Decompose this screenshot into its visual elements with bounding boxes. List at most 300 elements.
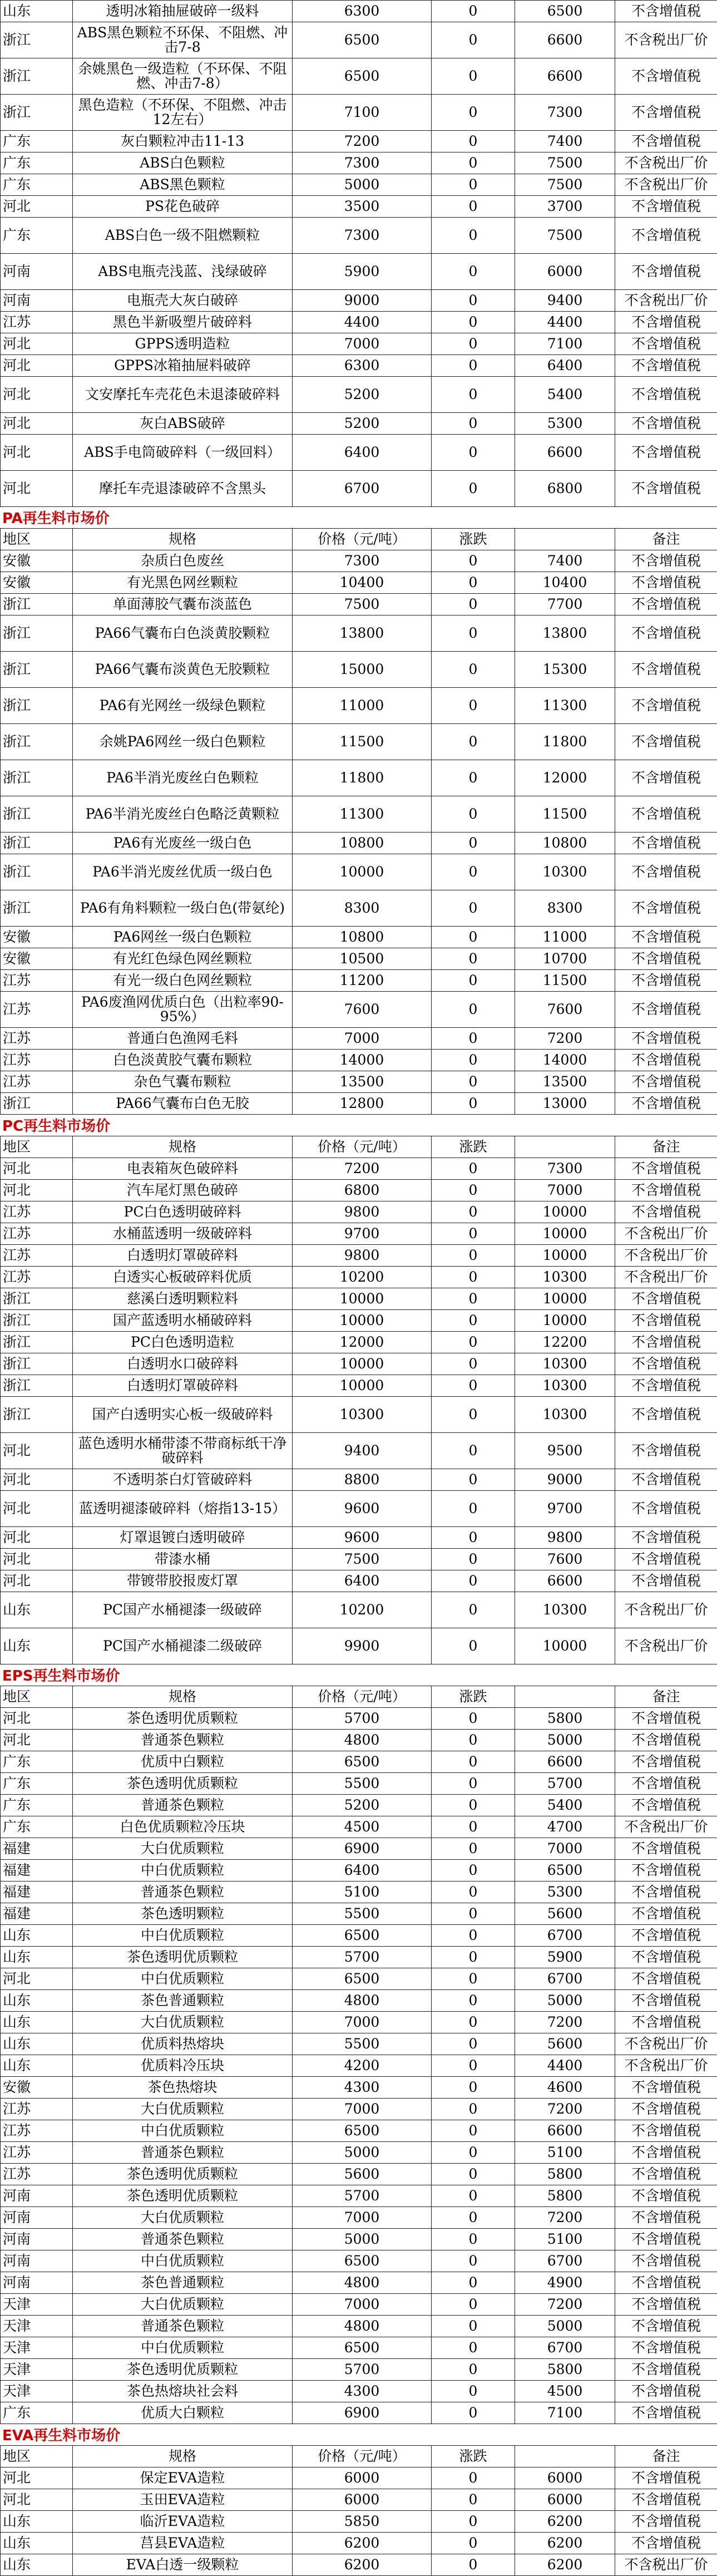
region-cell: 江苏 — [1, 312, 73, 333]
change-cell: 0 — [432, 833, 515, 854]
table-row — [1, 2511, 717, 2533]
note-cell: 不含增值税 — [615, 992, 717, 1028]
quote-cell: 5300 — [515, 1881, 615, 1903]
change-cell: 0 — [432, 413, 515, 435]
table-row — [1, 688, 717, 724]
quote-cell: 9700 — [515, 1491, 615, 1527]
note-cell: 不含增值税 — [615, 1730, 717, 1751]
quote-cell: 7200 — [515, 2012, 615, 2033]
spec-cell: 不透明茶白灯管破碎料 — [73, 1469, 293, 1491]
note-cell: 不含增值税 — [615, 2467, 717, 2489]
spec-cell: 茶色普通颗粒 — [73, 2272, 293, 2294]
note-cell: 不含增值税 — [615, 652, 717, 688]
section-title: EVA再生料市场价 — [0, 2424, 717, 2445]
region-cell: 浙江 — [1, 95, 73, 131]
spec-cell: 茶色透明优质颗粒 — [73, 1773, 293, 1795]
quote-cell: 11500 — [515, 970, 615, 992]
change-cell: 0 — [432, 1158, 515, 1180]
note-cell: 不含增值税 — [615, 1925, 717, 1947]
note-cell: 不含增值税 — [615, 58, 717, 95]
price-cell: 7300 — [293, 550, 432, 572]
note-cell: 不含增值税 — [615, 471, 717, 507]
price-cell: 5200 — [293, 413, 432, 435]
price-cell: 4400 — [293, 312, 432, 333]
quote-cell: 7200 — [515, 2207, 615, 2229]
price-cell: 13800 — [293, 615, 432, 652]
region-cell: 天津 — [1, 2359, 73, 2381]
price-cell: 15000 — [293, 652, 432, 688]
region-cell: 浙江 — [1, 1353, 73, 1375]
price-cell: 5500 — [293, 1773, 432, 1795]
price-cell: 3500 — [293, 196, 432, 218]
change-cell: 0 — [432, 854, 515, 890]
table-row — [1, 2055, 717, 2077]
table-row — [1, 1838, 717, 1860]
quote-cell: 5300 — [515, 413, 615, 435]
spec-cell: 普通茶色颗粒 — [73, 2229, 293, 2250]
change-cell: 0 — [432, 1332, 515, 1353]
change-cell: 0 — [432, 377, 515, 413]
quote-cell: 5400 — [515, 377, 615, 413]
change-cell: 0 — [432, 1353, 515, 1375]
region-cell: 江苏 — [1, 1223, 73, 1245]
price-cell: 10500 — [293, 948, 432, 970]
price-cell: 7300 — [293, 152, 432, 174]
table-row — [1, 1469, 717, 1491]
note-cell: 不含增值税 — [615, 196, 717, 218]
note-cell: 不含税出厂价 — [615, 1592, 717, 1628]
price-cell: 9700 — [293, 1223, 432, 1245]
change-cell: 0 — [432, 1773, 515, 1795]
header-note-cell: 备注 — [615, 529, 717, 550]
table-row — [1, 1968, 717, 1990]
note-cell: 不含增值税 — [615, 572, 717, 594]
region-cell: 浙江 — [1, 1093, 73, 1115]
change-cell: 0 — [432, 1751, 515, 1773]
note-cell: 不含增值税 — [615, 2012, 717, 2033]
price-cell: 5000 — [293, 2229, 432, 2250]
region-cell: 安徽 — [1, 2077, 73, 2099]
quote-cell: 12200 — [515, 1332, 615, 1353]
region-cell: 浙江 — [1, 58, 73, 95]
table-row — [1, 854, 717, 890]
price-cell: 7000 — [293, 2294, 432, 2316]
quote-cell: 7500 — [515, 152, 615, 174]
header-price-cell: 价格（元/吨） — [293, 2446, 432, 2467]
region-cell: 山东 — [1, 2033, 73, 2055]
price-cell: 9800 — [293, 1201, 432, 1223]
change-cell: 0 — [432, 1990, 515, 2012]
table-row — [1, 333, 717, 355]
region-cell: 江苏 — [1, 1201, 73, 1223]
change-cell: 0 — [432, 196, 515, 218]
spec-cell: 慈溪白透明颗粒料 — [73, 1288, 293, 1310]
spec-cell: GPPS冰箱抽屉料破碎 — [73, 355, 293, 377]
table-row — [1, 1990, 717, 2012]
spec-cell: ABS黑色颗粒不环保、不阻燃、冲击7-8 — [73, 22, 293, 58]
table-row — [1, 95, 717, 131]
note-cell: 不含增值税 — [615, 2533, 717, 2554]
table-row — [1, 1592, 717, 1628]
region-cell: 江苏 — [1, 970, 73, 992]
note-cell: 不含增值税 — [615, 131, 717, 152]
change-cell: 0 — [432, 1708, 515, 1730]
note-cell: 不含税出厂价 — [615, 1245, 717, 1267]
table-row — [1, 2337, 717, 2359]
change-cell: 0 — [432, 1592, 515, 1628]
quote-cell: 5600 — [515, 2033, 615, 2055]
note-cell: 不含增值税 — [615, 2142, 717, 2164]
spec-cell: ABS电瓶壳浅蓝、浅绿破碎 — [73, 254, 293, 290]
region-cell: 江苏 — [1, 2164, 73, 2185]
spec-cell: 普通茶色颗粒 — [73, 1881, 293, 1903]
header-note-cell: 备注 — [615, 1136, 717, 1158]
quote-cell: 10000 — [515, 1288, 615, 1310]
header-change-cell: 涨跌 — [432, 529, 515, 550]
change-cell: 0 — [432, 1201, 515, 1223]
region-cell: 浙江 — [1, 890, 73, 927]
note-cell: 不含税出厂价 — [615, 22, 717, 58]
price-cell: 6500 — [293, 2250, 432, 2272]
spec-cell: 有光黑色网丝颗粒 — [73, 572, 293, 594]
price-cell: 4800 — [293, 2316, 432, 2337]
quote-cell: 5000 — [515, 2316, 615, 2337]
note-cell: 不含增值税 — [615, 594, 717, 615]
table-row — [1, 572, 717, 594]
table-row — [1, 1, 717, 22]
note-cell: 不含增值税 — [615, 760, 717, 796]
change-cell: 0 — [432, 2229, 515, 2250]
spec-cell: 茶色透明颗粒 — [73, 1903, 293, 1925]
change-cell: 0 — [432, 1267, 515, 1288]
table-row — [1, 2294, 717, 2316]
spec-cell: 灯罩退镀白透明破碎 — [73, 1527, 293, 1549]
region-cell: 河北 — [1, 1469, 73, 1491]
quote-cell: 7200 — [515, 1028, 615, 1050]
region-cell: 河北 — [1, 471, 73, 507]
note-cell: 不含增值税 — [615, 1, 717, 22]
note-cell: 不含增值税 — [615, 890, 717, 927]
price-cell: 7000 — [293, 2012, 432, 2033]
change-cell: 0 — [432, 95, 515, 131]
quote-cell: 5800 — [515, 1708, 615, 1730]
table-row — [1, 1223, 717, 1245]
note-cell: 不含增值税 — [615, 2099, 717, 2120]
region-cell: 山东 — [1, 2055, 73, 2077]
table-row — [1, 2533, 717, 2554]
quote-cell: 7200 — [515, 2294, 615, 2316]
note-cell: 不含增值税 — [615, 1881, 717, 1903]
spec-cell: 带镀带胶报废灯罩 — [73, 1570, 293, 1592]
quote-cell: 9400 — [515, 290, 615, 312]
spec-cell: 摩托车壳退漆破碎不含黑头 — [73, 471, 293, 507]
price-cell: 11200 — [293, 970, 432, 992]
note-cell: 不含增值税 — [615, 1549, 717, 1570]
table-row — [1, 1795, 717, 1816]
region-cell: 天津 — [1, 2337, 73, 2359]
note-cell: 不含增值税 — [615, 927, 717, 948]
quote-cell: 8300 — [515, 890, 615, 927]
region-cell: 山东 — [1, 1925, 73, 1947]
price-cell: 4300 — [293, 2381, 432, 2402]
spec-cell: PA6有角料颗粒一级白色(带氨纶) — [73, 890, 293, 927]
change-cell: 0 — [432, 1433, 515, 1469]
note-cell: 不含税出厂价 — [615, 174, 717, 196]
region-cell: 安徽 — [1, 948, 73, 970]
change-cell: 0 — [432, 218, 515, 254]
table-row — [1, 1773, 717, 1795]
spec-cell: PC国产水桶褪漆二级破碎 — [73, 1628, 293, 1664]
change-cell: 0 — [432, 131, 515, 152]
region-cell: 浙江 — [1, 833, 73, 854]
table-row — [1, 1310, 717, 1332]
quote-cell: 6600 — [515, 1751, 615, 1773]
note-cell: 不含增值税 — [615, 2185, 717, 2207]
change-cell: 0 — [432, 1071, 515, 1093]
spec-cell: 茶色普通颗粒 — [73, 1990, 293, 2012]
change-cell: 0 — [432, 312, 515, 333]
spec-cell: PA6有光废丝一级白色 — [73, 833, 293, 854]
region-cell: 河南 — [1, 2185, 73, 2207]
price-cell: 9600 — [293, 1527, 432, 1549]
table-row — [1, 1158, 717, 1180]
region-cell: 浙江 — [1, 1375, 73, 1397]
spec-cell: 蓝色透明水桶带漆不带商标纸干净破碎料 — [73, 1433, 293, 1469]
note-cell: 不含增值税 — [615, 2272, 717, 2294]
region-cell: 浙江 — [1, 1397, 73, 1433]
quote-cell: 6000 — [515, 2467, 615, 2489]
price-cell: 9900 — [293, 1628, 432, 1664]
spec-cell: PA66气囊布白色无胶 — [73, 1093, 293, 1115]
quote-cell: 4400 — [515, 2055, 615, 2077]
quote-cell: 15300 — [515, 652, 615, 688]
quote-cell: 10300 — [515, 1353, 615, 1375]
price-cell: 5600 — [293, 2164, 432, 2185]
note-cell: 不含增值税 — [615, 2164, 717, 2185]
price-cell: 5000 — [293, 2142, 432, 2164]
spec-cell: 有光一级白色网丝颗粒 — [73, 970, 293, 992]
note-cell: 不含税出厂价 — [615, 1628, 717, 1664]
spec-cell: 大白优质颗粒 — [73, 2099, 293, 2120]
note-cell: 不含税出厂价 — [615, 2554, 717, 2576]
table-row — [1, 1628, 717, 1664]
table-header-row — [1, 2446, 717, 2467]
price-cell: 6500 — [293, 1751, 432, 1773]
header-price-cell: 价格（元/吨） — [293, 1686, 432, 1708]
spec-cell: ABS白色颗粒 — [73, 152, 293, 174]
section-title: PA再生料市场价 — [0, 507, 717, 528]
spec-cell: 茶色透明优质颗粒 — [73, 1947, 293, 1968]
price-cell: 5700 — [293, 1708, 432, 1730]
region-cell: 广东 — [1, 1773, 73, 1795]
spec-cell: PA6半消光废丝白色略泛黄颗粒 — [73, 796, 293, 833]
quote-cell: 10300 — [515, 854, 615, 890]
note-cell: 不含增值税 — [615, 1397, 717, 1433]
note-cell: 不含增值税 — [615, 1527, 717, 1549]
quote-cell: 14000 — [515, 1050, 615, 1071]
spec-cell: 优质料冷压块 — [73, 2055, 293, 2077]
region-cell: 河北 — [1, 1570, 73, 1592]
price-cell: 10000 — [293, 1353, 432, 1375]
header-spec-cell: 规格 — [73, 529, 293, 550]
quote-cell: 5900 — [515, 1947, 615, 1968]
note-cell: 不含增值税 — [615, 615, 717, 652]
table-row — [1, 927, 717, 948]
table-row — [1, 58, 717, 95]
region-cell: 江苏 — [1, 1267, 73, 1288]
region-cell: 浙江 — [1, 760, 73, 796]
table-row — [1, 1180, 717, 1201]
quote-cell: 11000 — [515, 927, 615, 948]
spec-cell: PA6有光网丝一级绿色颗粒 — [73, 688, 293, 724]
region-cell: 广东 — [1, 1795, 73, 1816]
quote-cell: 6700 — [515, 1925, 615, 1947]
note-cell: 不含增值税 — [615, 1158, 717, 1180]
price-cell: 7000 — [293, 2099, 432, 2120]
table-row — [1, 1925, 717, 1947]
note-cell: 不含增值税 — [615, 854, 717, 890]
note-cell: 不含税出厂价 — [615, 152, 717, 174]
region-cell: 山东 — [1, 1990, 73, 2012]
table-row — [1, 2142, 717, 2164]
change-cell: 0 — [432, 2272, 515, 2294]
region-cell: 山东 — [1, 1, 73, 22]
quote-cell: 3700 — [515, 196, 615, 218]
spec-cell: 余姚PA6网丝一级白色颗粒 — [73, 724, 293, 760]
table-row — [1, 312, 717, 333]
spec-cell: 黑色半新吸塑片破碎料 — [73, 312, 293, 333]
region-cell: 安徽 — [1, 927, 73, 948]
price-cell: 7200 — [293, 1158, 432, 1180]
change-cell: 0 — [432, 1469, 515, 1491]
quote-cell: 4700 — [515, 1816, 615, 1838]
quote-cell: 5600 — [515, 1903, 615, 1925]
region-cell: 江苏 — [1, 2120, 73, 2142]
quote-cell: 6400 — [515, 355, 615, 377]
spec-cell: 大白优质颗粒 — [73, 2294, 293, 2316]
price-cell: 6400 — [293, 1570, 432, 1592]
region-cell: 福建 — [1, 1903, 73, 1925]
quote-cell: 7300 — [515, 1158, 615, 1180]
header-quote-cell — [515, 529, 615, 550]
header-spec-cell: 规格 — [73, 2446, 293, 2467]
region-cell: 广东 — [1, 131, 73, 152]
change-cell: 0 — [432, 2402, 515, 2424]
quote-cell: 7500 — [515, 218, 615, 254]
price-cell: 12000 — [293, 1332, 432, 1353]
change-cell: 0 — [432, 2164, 515, 2185]
quote-cell: 10300 — [515, 1397, 615, 1433]
region-cell: 山东 — [1, 2554, 73, 2576]
quote-cell: 4500 — [515, 2381, 615, 2402]
spec-cell: 白透明水口破碎料 — [73, 1353, 293, 1375]
table-row — [1, 174, 717, 196]
change-cell: 0 — [432, 1860, 515, 1881]
change-cell: 0 — [432, 1903, 515, 1925]
quote-cell: 6700 — [515, 2337, 615, 2359]
price-cell: 4800 — [293, 1990, 432, 2012]
quote-cell: 11800 — [515, 724, 615, 760]
region-cell: 河北 — [1, 435, 73, 471]
quote-cell: 6500 — [515, 1, 615, 22]
table-row — [1, 1375, 717, 1397]
change-cell: 0 — [432, 948, 515, 970]
note-cell: 不含增值税 — [615, 970, 717, 992]
note-cell: 不含增值税 — [615, 2359, 717, 2381]
spec-cell: ABS黑色颗粒 — [73, 174, 293, 196]
change-cell: 0 — [432, 2207, 515, 2229]
note-cell: 不含增值税 — [615, 1050, 717, 1071]
note-cell: 不含增值税 — [615, 1310, 717, 1332]
quote-cell: 7000 — [515, 1180, 615, 1201]
change-cell: 0 — [432, 58, 515, 95]
change-cell: 0 — [432, 174, 515, 196]
price-cell: 8300 — [293, 890, 432, 927]
region-cell: 河北 — [1, 2467, 73, 2489]
quote-cell: 6700 — [515, 1968, 615, 1990]
table-row — [1, 1903, 717, 1925]
note-cell: 不含增值税 — [615, 1947, 717, 1968]
change-cell: 0 — [432, 1, 515, 22]
region-cell: 山东 — [1, 1592, 73, 1628]
change-cell: 0 — [432, 1375, 515, 1397]
note-cell: 不含增值税 — [615, 1469, 717, 1491]
change-cell: 0 — [432, 2185, 515, 2207]
quote-cell: 13500 — [515, 1071, 615, 1093]
spec-cell: 临沂EVA造粒 — [73, 2511, 293, 2533]
change-cell: 0 — [432, 760, 515, 796]
quote-cell: 7200 — [515, 2099, 615, 2120]
region-cell: 浙江 — [1, 1332, 73, 1353]
note-cell: 不含税出厂价 — [615, 1816, 717, 1838]
quote-cell: 7100 — [515, 2402, 615, 2424]
header-change-cell: 涨跌 — [432, 1136, 515, 1158]
region-cell: 浙江 — [1, 796, 73, 833]
price-cell: 6500 — [293, 58, 432, 95]
price-cell: 7600 — [293, 992, 432, 1028]
region-cell: 河北 — [1, 1549, 73, 1570]
table-row — [1, 760, 717, 796]
quote-cell: 7700 — [515, 594, 615, 615]
region-cell: 河南 — [1, 2272, 73, 2294]
change-cell: 0 — [432, 1050, 515, 1071]
region-cell: 河北 — [1, 196, 73, 218]
change-cell: 0 — [432, 796, 515, 833]
quote-cell: 5800 — [515, 2359, 615, 2381]
spec-cell: 余姚黑色一级造粒（不环保、不阻燃、冲击7-8） — [73, 58, 293, 95]
spec-cell: 电瓶壳大灰白破碎 — [73, 290, 293, 312]
region-cell: 山东 — [1, 2533, 73, 2554]
table-row — [1, 2033, 717, 2055]
quote-cell: 7500 — [515, 174, 615, 196]
note-cell: 不含税出厂价 — [615, 290, 717, 312]
table-row — [1, 2250, 717, 2272]
region-cell: 河北 — [1, 1180, 73, 1201]
quote-cell: 5800 — [515, 2185, 615, 2207]
spec-cell: 汽车尾灯黑色破碎 — [73, 1180, 293, 1201]
price-cell: 7000 — [293, 2207, 432, 2229]
quote-cell: 10000 — [515, 1223, 615, 1245]
spec-cell: 文安摩托车壳花色未退漆破碎料 — [73, 377, 293, 413]
region-cell: 浙江 — [1, 22, 73, 58]
spec-cell: 白透明灯罩破碎料 — [73, 1375, 293, 1397]
table-row — [1, 2012, 717, 2033]
table-row — [1, 948, 717, 970]
region-cell: 河南 — [1, 2207, 73, 2229]
quote-cell: 9800 — [515, 1527, 615, 1549]
note-cell: 不含增值税 — [615, 435, 717, 471]
quote-cell: 7600 — [515, 992, 615, 1028]
